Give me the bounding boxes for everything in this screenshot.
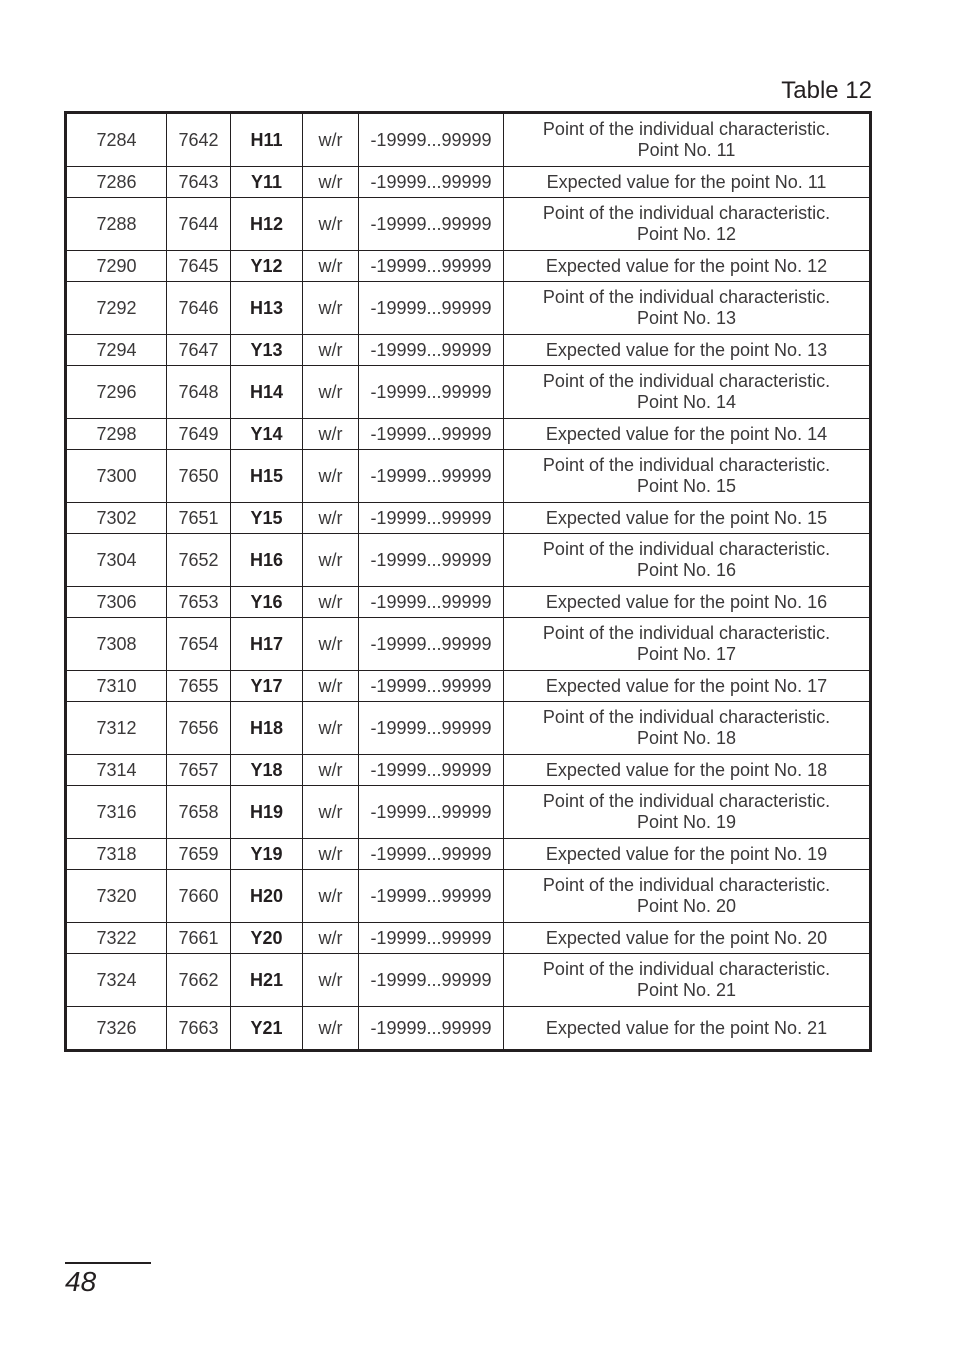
address-32bit-cell: 7659 — [167, 839, 231, 870]
address-16bit-cell: 7310 — [66, 671, 167, 702]
access-cell: w/r — [303, 587, 359, 618]
address-32bit-cell: 7642 — [167, 113, 231, 167]
access-cell: w/r — [303, 755, 359, 786]
address-32bit-cell: 7661 — [167, 923, 231, 954]
address-16bit-cell: 7306 — [66, 587, 167, 618]
range-cell: -19999...99999 — [359, 113, 504, 167]
address-32bit-cell: 7646 — [167, 282, 231, 335]
symbol-cell: Y14 — [231, 419, 303, 450]
table-row — [66, 923, 871, 954]
table-row — [66, 366, 871, 419]
address-16bit-cell: 7324 — [66, 954, 167, 1007]
symbol-cell: H11 — [231, 113, 303, 167]
range-cell: -19999...99999 — [359, 786, 504, 839]
range-cell: -19999...99999 — [359, 870, 504, 923]
table-row — [66, 113, 871, 167]
table-row — [66, 419, 871, 450]
range-cell: -19999...99999 — [359, 1007, 504, 1051]
table-row — [66, 755, 871, 786]
range-cell: -19999...99999 — [359, 954, 504, 1007]
range-cell: -19999...99999 — [359, 198, 504, 251]
page-number: 48 — [65, 1266, 97, 1297]
address-16bit-cell: 7294 — [66, 335, 167, 366]
range-cell: -19999...99999 — [359, 503, 504, 534]
access-cell: w/r — [303, 113, 359, 167]
access-cell: w/r — [303, 251, 359, 282]
address-32bit-cell: 7654 — [167, 618, 231, 671]
range-cell: -19999...99999 — [359, 366, 504, 419]
access-cell: w/r — [303, 839, 359, 870]
range-cell: -19999...99999 — [359, 839, 504, 870]
description-cell: Expected value for the point No. 14 — [504, 419, 871, 450]
range-cell: -19999...99999 — [359, 923, 504, 954]
address-32bit-cell: 7652 — [167, 534, 231, 587]
table-row — [66, 587, 871, 618]
access-cell: w/r — [303, 954, 359, 1007]
description-cell: Expected value for the point No. 11 — [504, 167, 871, 198]
symbol-cell: H13 — [231, 282, 303, 335]
description-cell: Expected value for the point No. 20 — [504, 923, 871, 954]
access-cell: w/r — [303, 702, 359, 755]
range-cell: -19999...99999 — [359, 419, 504, 450]
table-row — [66, 702, 871, 755]
address-16bit-cell: 7286 — [66, 167, 167, 198]
table-row — [66, 954, 871, 1007]
description-cell: Point of the individual characteristic. Point No. 17 — [504, 618, 871, 671]
access-cell: w/r — [303, 366, 359, 419]
table-row — [66, 839, 871, 870]
address-32bit-cell: 7645 — [167, 251, 231, 282]
symbol-cell: H14 — [231, 366, 303, 419]
table-row — [66, 335, 871, 366]
description-cell: Expected value for the point No. 16 — [504, 587, 871, 618]
range-cell: -19999...99999 — [359, 755, 504, 786]
range-cell: -19999...99999 — [359, 335, 504, 366]
address-32bit-cell: 7655 — [167, 671, 231, 702]
description-cell: Point of the individual characteristic. Point No. 12 — [504, 198, 871, 251]
symbol-cell: H19 — [231, 786, 303, 839]
address-32bit-cell: 7644 — [167, 198, 231, 251]
symbol-cell: Y13 — [231, 335, 303, 366]
symbol-cell: H15 — [231, 450, 303, 503]
symbol-cell: H18 — [231, 702, 303, 755]
symbol-cell: Y19 — [231, 839, 303, 870]
table-caption: Table 12 — [781, 77, 872, 104]
address-16bit-cell: 7320 — [66, 870, 167, 923]
symbol-cell: H17 — [231, 618, 303, 671]
address-32bit-cell: 7647 — [167, 335, 231, 366]
address-16bit-cell: 7308 — [66, 618, 167, 671]
range-cell: -19999...99999 — [359, 618, 504, 671]
access-cell: w/r — [303, 534, 359, 587]
access-cell: w/r — [303, 167, 359, 198]
description-cell: Point of the individual characteristic. Point No. 11 — [504, 113, 871, 167]
description-cell: Expected value for the point No. 17 — [504, 671, 871, 702]
address-32bit-cell: 7648 — [167, 366, 231, 419]
access-cell: w/r — [303, 198, 359, 251]
access-cell: w/r — [303, 335, 359, 366]
table-row — [66, 251, 871, 282]
table-row — [66, 870, 871, 923]
symbol-cell: Y18 — [231, 755, 303, 786]
address-16bit-cell: 7312 — [66, 702, 167, 755]
range-cell: -19999...99999 — [359, 534, 504, 587]
table-row — [66, 671, 871, 702]
address-32bit-cell: 7658 — [167, 786, 231, 839]
table-row — [66, 1007, 871, 1051]
range-cell: -19999...99999 — [359, 587, 504, 618]
symbol-cell: Y16 — [231, 587, 303, 618]
symbol-cell: H21 — [231, 954, 303, 1007]
range-cell: -19999...99999 — [359, 251, 504, 282]
description-cell: Point of the individual characteristic. Point No. 13 — [504, 282, 871, 335]
table-row — [66, 786, 871, 839]
description-cell: Point of the individual characteristic. Point No. 15 — [504, 450, 871, 503]
description-cell: Point of the individual characteristic. Point No. 18 — [504, 702, 871, 755]
address-16bit-cell: 7314 — [66, 755, 167, 786]
range-cell: -19999...99999 — [359, 450, 504, 503]
description-cell: Point of the individual characteristic. Point No. 20 — [504, 870, 871, 923]
symbol-cell: Y20 — [231, 923, 303, 954]
table-row — [66, 282, 871, 335]
access-cell: w/r — [303, 618, 359, 671]
address-16bit-cell: 7318 — [66, 839, 167, 870]
address-16bit-cell: 7284 — [66, 113, 167, 167]
range-cell: -19999...99999 — [359, 167, 504, 198]
description-cell: Point of the individual characteristic. Point No. 16 — [504, 534, 871, 587]
address-16bit-cell: 7302 — [66, 503, 167, 534]
range-cell: -19999...99999 — [359, 702, 504, 755]
access-cell: w/r — [303, 870, 359, 923]
range-cell: -19999...99999 — [359, 282, 504, 335]
address-32bit-cell: 7657 — [167, 755, 231, 786]
table-row — [66, 450, 871, 503]
symbol-cell: Y12 — [231, 251, 303, 282]
symbol-cell: Y21 — [231, 1007, 303, 1051]
access-cell: w/r — [303, 282, 359, 335]
description-cell: Expected value for the point No. 18 — [504, 755, 871, 786]
range-cell: -19999...99999 — [359, 671, 504, 702]
table-row — [66, 503, 871, 534]
description-cell: Point of the individual characteristic. Point No. 14 — [504, 366, 871, 419]
symbol-cell: H12 — [231, 198, 303, 251]
address-32bit-cell: 7663 — [167, 1007, 231, 1051]
access-cell: w/r — [303, 671, 359, 702]
address-16bit-cell: 7316 — [66, 786, 167, 839]
address-16bit-cell: 7290 — [66, 251, 167, 282]
address-16bit-cell: 7326 — [66, 1007, 167, 1051]
address-32bit-cell: 7662 — [167, 954, 231, 1007]
address-16bit-cell: 7304 — [66, 534, 167, 587]
description-cell: Expected value for the point No. 15 — [504, 503, 871, 534]
access-cell: w/r — [303, 419, 359, 450]
register-table-body — [66, 113, 871, 1051]
address-16bit-cell: 7300 — [66, 450, 167, 503]
address-16bit-cell: 7292 — [66, 282, 167, 335]
access-cell: w/r — [303, 450, 359, 503]
access-cell: w/r — [303, 1007, 359, 1051]
description-cell: Expected value for the point No. 19 — [504, 839, 871, 870]
description-cell: Expected value for the point No. 13 — [504, 335, 871, 366]
symbol-cell: Y11 — [231, 167, 303, 198]
access-cell: w/r — [303, 923, 359, 954]
access-cell: w/r — [303, 786, 359, 839]
access-cell: w/r — [303, 503, 359, 534]
symbol-cell: Y15 — [231, 503, 303, 534]
description-cell: Point of the individual characteristic. Point No. 19 — [504, 786, 871, 839]
address-32bit-cell: 7656 — [167, 702, 231, 755]
address-16bit-cell: 7298 — [66, 419, 167, 450]
address-16bit-cell: 7322 — [66, 923, 167, 954]
page-number-rule — [65, 1262, 151, 1264]
address-32bit-cell: 7651 — [167, 503, 231, 534]
address-16bit-cell: 7296 — [66, 366, 167, 419]
symbol-cell: Y17 — [231, 671, 303, 702]
address-32bit-cell: 7643 — [167, 167, 231, 198]
description-cell: Point of the individual characteristic. Point No. 21 — [504, 954, 871, 1007]
table-row — [66, 534, 871, 587]
table-row — [66, 618, 871, 671]
table-row — [66, 198, 871, 251]
address-32bit-cell: 7653 — [167, 587, 231, 618]
address-16bit-cell: 7288 — [66, 198, 167, 251]
register-table — [64, 111, 872, 1052]
description-cell: Expected value for the point No. 21 — [504, 1007, 871, 1051]
description-cell: Expected value for the point No. 12 — [504, 251, 871, 282]
address-32bit-cell: 7650 — [167, 450, 231, 503]
symbol-cell: H16 — [231, 534, 303, 587]
symbol-cell: H20 — [231, 870, 303, 923]
address-32bit-cell: 7649 — [167, 419, 231, 450]
table-row — [66, 167, 871, 198]
address-32bit-cell: 7660 — [167, 870, 231, 923]
